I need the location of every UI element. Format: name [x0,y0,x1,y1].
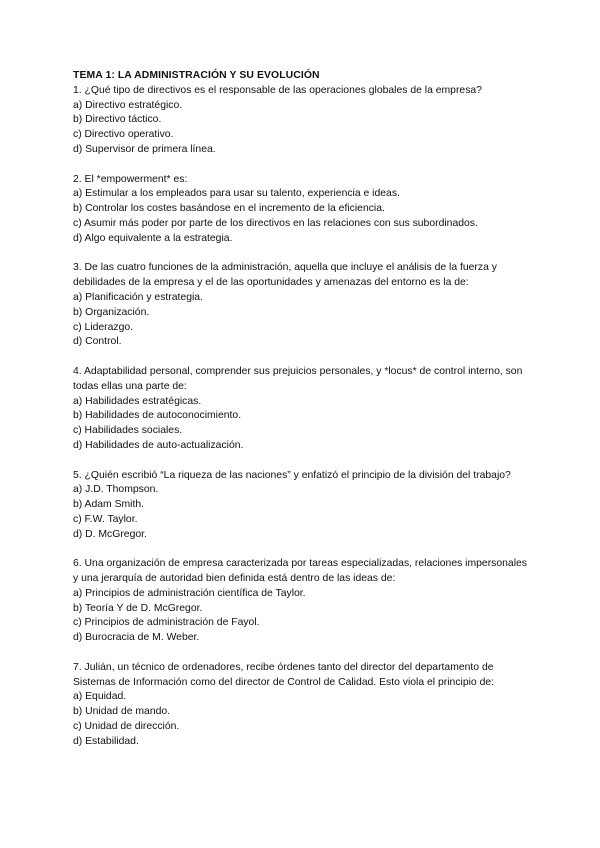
answer-options [73,291,530,350]
answer-option: a) Habilidades estratégicas. [73,395,202,407]
answer-option: c) Habilidades sociales. [73,425,183,437]
question-1 [73,84,530,158]
question-text: 3. De las cuatro funciones de la administración, aquella que incluye el análisis de la fuerza y debilidades de la empresa y el de las oportunidades y amenazas del entorno es la de: [73,262,497,289]
question-7 [73,661,530,750]
answer-options [73,587,530,646]
question-6 [73,557,530,646]
answer-option: d) Algo equivalente a la estrategia. [73,232,233,244]
answer-option: d) Control. [73,336,122,348]
answer-option: a) J.D. Thompson. [73,484,159,496]
answer-option: a) Equidad. [73,691,127,703]
answer-option: c) Directivo operativo. [73,129,174,141]
answer-option: a) Principios de administración científica de Taylor. [73,587,306,599]
answer-option: d) D. McGregor. [73,528,147,540]
question-text: 6. Una organización de empresa caracterizada por tareas especializadas, relaciones impersonales y una jerarquía de autoridad bien definida está dentro de las ideas de: [73,558,527,585]
answer-option: b) Unidad de mando. [73,706,171,718]
question-3 [73,261,530,350]
answer-option: c) F.W. Taylor. [73,513,138,525]
answer-option: c) Asumir más poder por parte de los directivos en las relaciones con sus subordinados. [73,217,478,229]
answer-option: a) Planificación y estrategia. [73,291,203,303]
answer-options [73,483,530,542]
answer-option: a) Estimular a los empleados para usar su talento, experiencia e ideas. [73,188,400,200]
answer-option: b) Organización. [73,306,150,318]
answer-options [73,690,530,749]
question-text: 5. ¿Quién escribió “La riqueza de las naciones” y enfatizó el principio de la división del trabajo? [73,469,511,481]
question-text: 2. El *empowerment* es: [73,173,188,185]
answer-option: b) Directivo táctico. [73,114,162,126]
answer-options [73,187,530,246]
answer-option: b) Adam Smith. [73,499,145,511]
answer-option: b) Teoría Y de D. McGregor. [73,602,203,614]
answer-option: d) Burocracia de M. Weber. [73,632,200,644]
answer-option: b) Habilidades de autoconocimiento. [73,410,242,422]
answer-option: d) Habilidades de auto-actualización. [73,439,244,451]
answer-option: c) Unidad de dirección. [73,721,180,733]
answer-options [73,395,530,454]
answer-option: d) Supervisor de primera línea. [73,143,216,155]
question-text: 7. Julián, un técnico de ordenadores, recibe órdenes tanto del director del departamento de Sistemas de Información como del director de Control de Calidad. Esto viola el principio de: [73,661,495,688]
question-text: 4. Adaptabilidad personal, comprender sus prejuicios personales, y *locus* de control interno, son todas ellas una parte de: [73,365,523,392]
answer-option: d) Estabilidad. [73,735,139,747]
answer-option: a) Directivo estratégico. [73,99,183,111]
answer-option: c) Liderazgo. [73,321,134,333]
question-2 [73,173,530,247]
page-title: TEMA 1: LA ADMINISTRACIÓN Y SU EVOLUCIÓN [73,70,320,81]
answer-option: c) Principios de administración de Fayol. [73,617,260,629]
question-text: 1. ¿Qué tipo de directivos es el responsable de las operaciones globales de la empresa? [73,84,482,96]
question-4 [73,365,530,454]
answer-option: b) Controlar los costes basándose en el incremento de la eficiencia. [73,203,385,215]
answer-options [73,99,530,158]
question-5 [73,469,530,543]
